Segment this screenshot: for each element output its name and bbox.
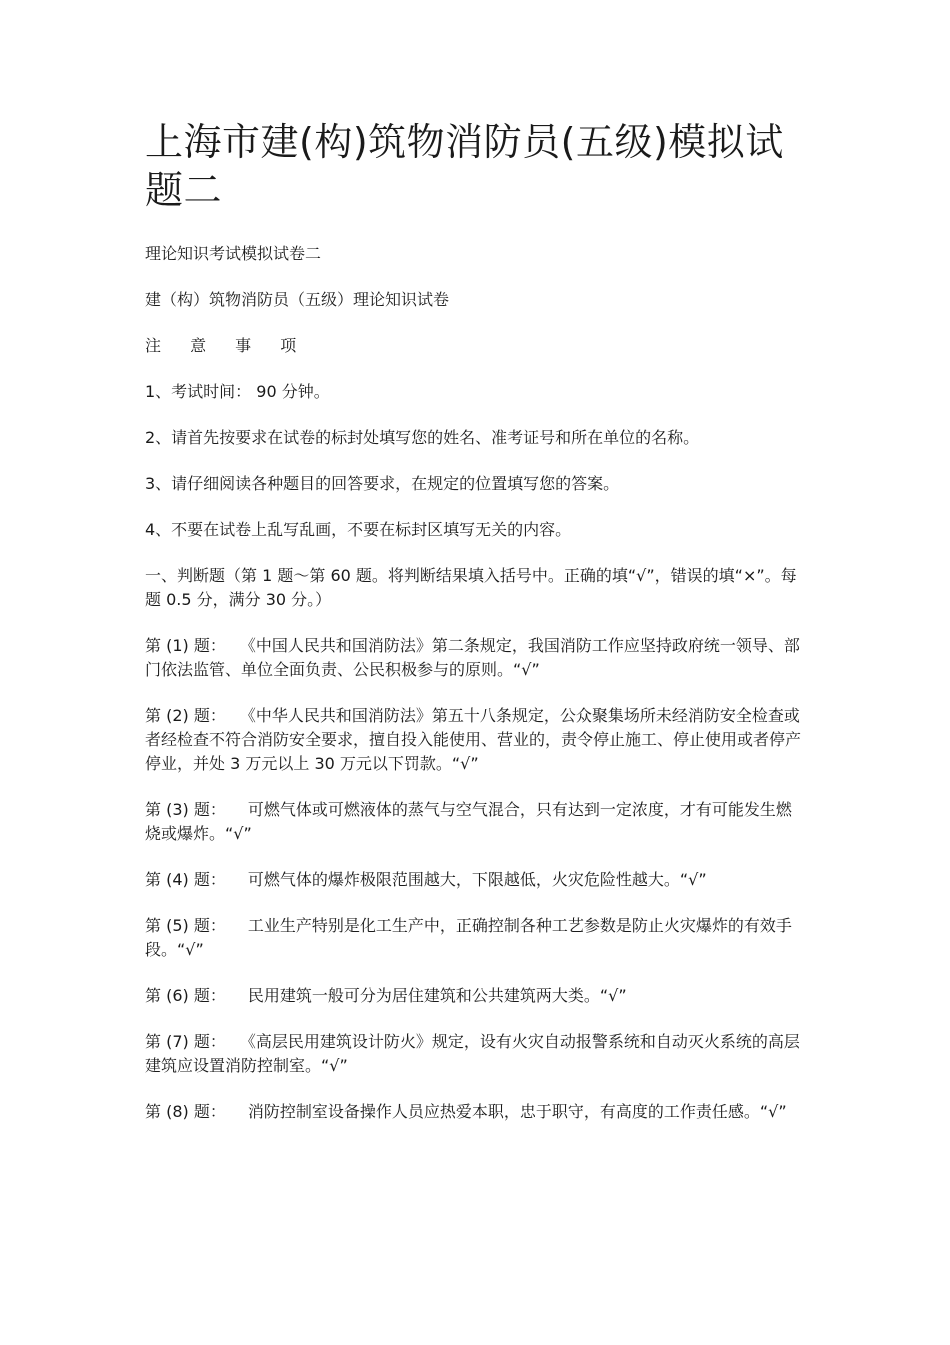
section-intro: 一、判断题（第 1 题～第 60 题。将判断结果填入括号中。正确的填“√”，错误的填“×”。每题 0.5 分，满分 30 分。） xyxy=(145,566,797,609)
question-text: 工业生产特别是化工生产中，正确控制各种工艺参数是防止火灾爆炸的有效手段。“√” xyxy=(145,916,792,959)
question-item xyxy=(145,1030,805,1078)
question-text: 《中国人民共和国消防法》第二条规定，我国消防工作应坚持政府统一领导、部门依法监管、单位全面负责、公民积极参与的原则。“√” xyxy=(145,636,800,679)
question-text: 可燃气体或可燃液体的蒸气与空气混合，只有达到一定浓度，才有可能发生燃烧或爆炸。“√” xyxy=(145,800,792,843)
subtitle: 理论知识考试模拟试卷二 xyxy=(145,244,322,263)
question-text: 民用建筑一般可分为居住建筑和公共建筑两大类。“√” xyxy=(247,986,627,1005)
question-text: 消防控制室设备操作人员应热爱本职，忠于职守，有高度的工作责任感。“√” xyxy=(247,1102,787,1121)
question-item xyxy=(145,1100,805,1124)
question-item xyxy=(145,984,805,1008)
notice-heading: 注 意 事 项 xyxy=(145,336,309,355)
question-item xyxy=(145,868,805,892)
notice-item: 1、考试时间： 90 分钟。 xyxy=(145,382,330,401)
exam-name: 建（构）筑物消防员（五级）理论知识试卷 xyxy=(145,290,450,309)
question-text: 《高层民用建筑设计防火》规定，设有火灾自动报警系统和自动灭火系统的高层建筑应设置消防控制室。“√” xyxy=(145,1032,800,1075)
document-page xyxy=(145,118,805,1146)
question-item xyxy=(145,798,805,846)
question-number: 第 (5) 题： xyxy=(145,916,226,935)
question-number: 第 (2) 题： xyxy=(145,706,226,725)
question-text: 可燃气体的爆炸极限范围越大，下限越低，火灾危险性越大。“√” xyxy=(247,870,707,889)
question-number: 第 (1) 题： xyxy=(145,636,226,655)
document-title: 上海市建(构)筑物消防员(五级)模拟试题二 xyxy=(145,120,784,212)
notice-item: 4、不要在试卷上乱写乱画，不要在标封区填写无关的内容。 xyxy=(145,520,572,539)
question-item xyxy=(145,704,805,776)
question-item xyxy=(145,914,805,962)
question-item xyxy=(145,634,805,682)
question-number: 第 (8) 题： xyxy=(145,1102,226,1121)
question-number: 第 (7) 题： xyxy=(145,1032,226,1051)
question-number: 第 (3) 题： xyxy=(145,800,226,819)
question-number: 第 (6) 题： xyxy=(145,986,226,1005)
notice-item: 2、请首先按要求在试卷的标封处填写您的姓名、准考证号和所在单位的名称。 xyxy=(145,428,700,447)
notice-item: 3、请仔细阅读各种题目的回答要求，在规定的位置填写您的答案。 xyxy=(145,474,620,493)
question-number: 第 (4) 题： xyxy=(145,870,226,889)
question-text: 《中华人民共和国消防法》第五十八条规定，公众聚集场所未经消防安全检查或者经检查不符合消防安全要求，擅自投入能使用、营业的，责令停止施工、停止使用或者停产停业，并处 3 万元以上 30 万元以下罚款。“√” xyxy=(145,706,802,773)
